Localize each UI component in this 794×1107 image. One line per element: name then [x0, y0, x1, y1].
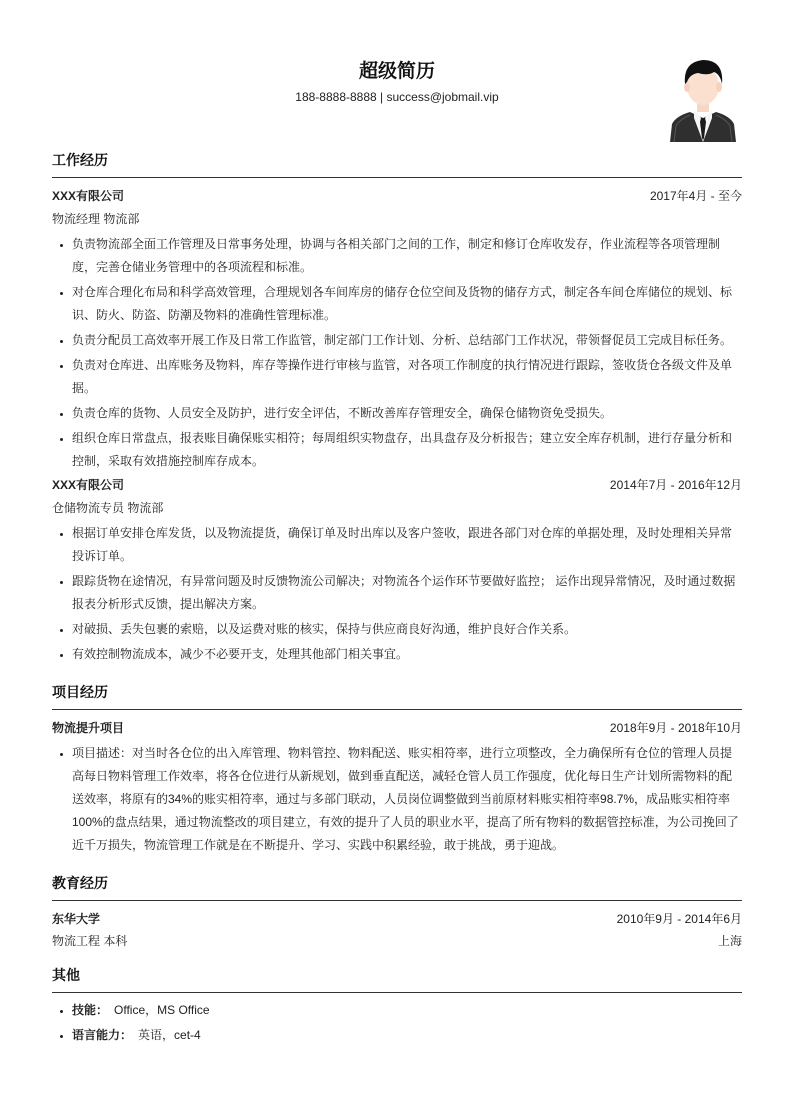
list-item: • 负责仓库的货物、人员安全及防护，进行安全评估，不断改善库存管理安全，确保仓储物资免受损失。: [72, 402, 742, 425]
list-item: • 对破损、丢失包裹的索赔，以及运费对账的核实，保持与供应商良好沟通，维护良好合作关系。: [72, 618, 742, 641]
section-title-education: 教育经历: [52, 873, 742, 901]
school-name: 东华大学: [52, 912, 101, 926]
date-range: 2018年9月 - 2018年10月: [609, 721, 742, 735]
list-item: [72, 999, 742, 1022]
work-entry-head: [52, 188, 742, 204]
date-range: 2017年4月 - 至今: [649, 189, 742, 203]
section-work-experience: [52, 150, 742, 666]
project-entry-head: [52, 720, 742, 736]
section-other: [52, 965, 742, 1047]
major-degree: 物流工程 本科: [52, 934, 128, 948]
work-entry-head: [52, 477, 742, 493]
section-title-project: 项目经历: [52, 682, 742, 710]
date-range: 2010年9月 - 2014年6月: [616, 912, 742, 926]
language-label: 语言能力：: [72, 1028, 133, 1042]
list-item: • 负责物流部全面工作管理及日常事务处理，协调与各相关部门之间的工作，制定和修订仓库收发存，作业流程等各项管理制度，完善仓储业务管理中的各项流程和标准。: [72, 233, 742, 279]
section-education: [52, 873, 742, 949]
company-name: XXX有限公司: [52, 189, 125, 203]
section-project-experience: [52, 682, 742, 857]
list-item: • 跟踪货物在途情况，有异常问题及时反馈物流公司解决；对物流各个运作环节要做好监控； 运作出现异常情况，及时通过数据报表分析形式反馈，提出解决方案。: [72, 570, 742, 616]
candidate-name: 超级简历: [358, 61, 435, 82]
avatar-icon: [668, 52, 738, 142]
location: 上海: [717, 934, 742, 948]
resume-header: [52, 0, 742, 150]
list-item: • 有效控制物流成本，减少不必要开支，处理其他部门相关事宜。: [72, 643, 742, 666]
education-entry-detail: [52, 933, 742, 949]
responsibility-list: [52, 522, 742, 666]
project-name: 物流提升项目: [52, 721, 125, 735]
section-title-work: 工作经历: [52, 150, 742, 178]
list-item: • 组织仓库日常盘点，报表账目确保账实相符；每周组织实物盘存，出具盘存及分析报告；建立安全库存机制，进行存量分析和控制，采取有效措施控制库存成本。: [72, 427, 742, 473]
date-range: 2014年7月 - 2016年12月: [609, 478, 742, 492]
list-item: • 负责对仓库进、出库账务及物料，库存等操作进行审核与监管，对各项工作制度的执行情况进行跟踪，签收货仓各级文件及单据。: [72, 354, 742, 400]
list-item: • 项目描述：对当时各仓位的出入库管理、物料管控、物料配送、账实相符率，进行立项整改，全力确保所有仓位的管理人员提高每日物料管理工作效率，将各仓位进行从新规划，做到垂直配送，减轻仓管人员工作强度，优化每日生产计划所需物料的配送效率，将原有的34%的账实相符率，通过与多部门联动，人员岗位调整做到当前原材料账实相符率98.7%，成品账实相符率100%的盘点结果，通过物流整改的项目建立，有效的提升了人员的职业水平，提高了所有物料的数据管控标准，为公司挽回了近千万损失，物流管理工作就是在不断提升、学习、实践中积累经验，敢于挑战，勇于迎战。: [72, 742, 742, 857]
resume-page: [52, 0, 742, 1049]
list-item: • 对仓库合理化布局和科学高效管理，合理规划各车间库房的储存仓位空间及货物的储存方式，制定各车间仓库储位的规划、标识、防火、防盗、防潮及物料的准确性管理标准。: [72, 281, 742, 327]
education-entry-head: [52, 911, 742, 927]
company-name: XXX有限公司: [52, 478, 125, 492]
list-item: • 负责分配员工高效率开展工作及日常工作监管，制定部门工作计划、分析、总结部门工作状况，带领督促员工完成目标任务。: [72, 329, 742, 352]
skills-label: 技能：: [72, 1003, 109, 1017]
skills-value: Office，MS Office: [114, 1003, 210, 1017]
list-item: • 根据订单安排仓库发货，以及物流提货，确保订单及时出库以及客户签收，跟进各部门对仓库的单据处理，及时处理相关异常投诉订单。: [72, 522, 742, 568]
section-title-other: 其他: [52, 965, 742, 993]
job-role: 物流经理 物流部: [52, 212, 140, 226]
other-list: [52, 999, 742, 1047]
project-description-list: [52, 742, 742, 857]
language-value: 英语，cet-4: [138, 1028, 201, 1042]
list-item: [72, 1024, 742, 1047]
job-role: 仓储物流专员 物流部: [52, 501, 164, 515]
contact-info: 188-8888-8888 | success@jobmail.vip: [295, 90, 499, 104]
responsibility-list: [52, 233, 742, 473]
